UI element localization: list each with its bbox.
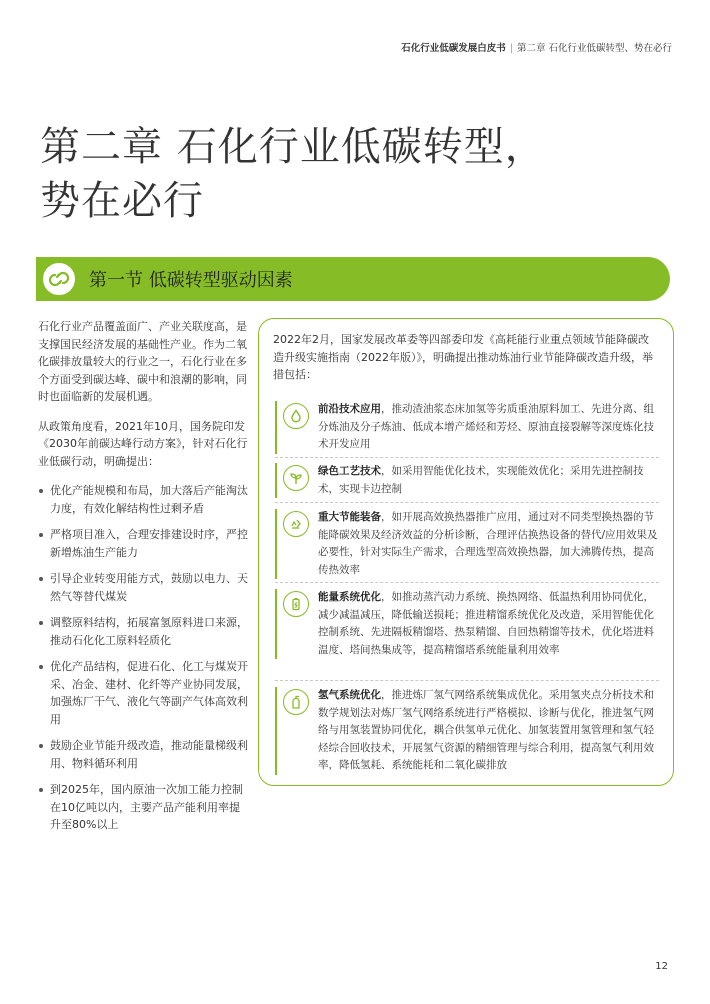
page-number: 12 — [655, 961, 668, 972]
measures-box — [258, 318, 674, 786]
measure-description: ，如采用智能优化技术，实现能效优化；采用先进控制技术，实现卡边控制 — [318, 465, 644, 495]
running-header — [401, 40, 672, 54]
measure-title: 重大节能装备 — [318, 511, 381, 523]
header-chapter-title: 第二章 石化行业低碳转型、势在必行 — [516, 43, 672, 54]
measure-title: 前沿技术应用 — [318, 403, 381, 415]
measure-item-green-process — [275, 463, 665, 498]
header-book-title: 石化行业低碳发展白皮书 — [401, 43, 506, 54]
measure-description: ，如推动蒸汽动力系统、换热网络、低温热利用协同优化，减少减温减压，降低输送损耗；推进精馏系统优化及改造，采用智能优化控制系统、先进隔板精馏塔、热泵精馏、自回热精馏等技术，优化塔进料温度、塔间热集成等，提高精馏塔系统能量利用效率 — [318, 591, 654, 656]
section-title: 第一节 低碳转型驱动因素 — [89, 270, 293, 291]
chapter-title-line-1: 第二章 石化行业低碳转型， — [40, 124, 546, 170]
measure-divider — [275, 457, 659, 458]
recycle-arrows-icon — [41, 261, 77, 297]
measure-item-energy-equipment — [275, 509, 665, 579]
measure-text — [318, 509, 658, 579]
policy-paragraph: 从政策角度看，2021年10月，国务院印发《2030年前碳达峰行动方案》，针对石化行业低碳行动，明确提出： — [38, 419, 248, 468]
measure-item-energy-system — [275, 589, 665, 659]
measure-title: 绿色工艺技术 — [318, 465, 381, 477]
list-item: 优化产品结构，促进石化、化工与煤炭开采、冶金、建材、化纤等产业协同发展，加强炼厂干气、液化气等副产气体高效利用 — [38, 658, 248, 728]
list-item: 引导企业转变用能方式，鼓励以电力、天然气等替代煤炭 — [38, 570, 248, 605]
measure-title: 能量系统优化 — [318, 591, 381, 603]
measure-description: ，推进炼厂氢气网络系统集成优化。采用氢夹点分析技术和数学规划法对炼厂氢气网络系统进行严格模拟、诊断与优化，推进氢气网络与用氢装置协同优化，耦合供氢单元优化、加氢装置用氢管理和氢气轻烃综合回收技术，开展氢气资源的精细管理与综合利用，提高氢气利用效率，降低氢耗、系统能耗和二氧化碳排放 — [318, 689, 654, 771]
intro-paragraph: 石化行业产品覆盖面广、产业关联度高，是支撑国民经济发展的基础性产业。作为二氧化碳排放量较大的行业之一，石化行业在多个方面受到碳达峰、碳中和浪潮的影响，同时也面临新的发展机遇。 — [38, 320, 247, 403]
measure-item-frontier-tech — [275, 401, 665, 454]
section-banner — [36, 257, 670, 301]
list-item: 鼓励企业节能升级改造，推动能量梯级利用、物料循环利用 — [38, 737, 248, 772]
chapter-title-line-2: 势在必行 — [40, 178, 204, 224]
measure-accent-bar — [275, 687, 277, 775]
measure-text — [318, 589, 658, 659]
list-item: 严格项目准入，合理安排建设时序，严控新增炼油生产能力 — [38, 526, 248, 561]
sprout-icon — [283, 465, 309, 491]
chapter-title — [40, 120, 680, 228]
hydrogen-tank-icon — [283, 689, 309, 715]
measure-description: ，如开展高效换热器推广应用，通过对不同类型换热器的节能降碳效果及经济效益的分析诊断，合理评估换热设备的替代/应用效果及必要性，针对实际生产需求，合理选型高效换热器，加大沸腾传热，提高传热效率 — [318, 511, 658, 576]
measure-text — [318, 401, 658, 454]
left-column — [38, 318, 248, 843]
measure-accent-bar — [275, 401, 277, 454]
header-separator: | — [509, 43, 513, 54]
droplet-icon — [283, 403, 309, 429]
measure-accent-bar — [275, 589, 277, 659]
battery-icon — [283, 591, 309, 617]
measure-text — [318, 463, 658, 498]
measure-item-hydrogen-system — [275, 687, 665, 775]
measure-title: 氢气系统优化 — [318, 689, 381, 701]
list-item: 到2025年，国内原油一次加工能力控制在10亿吨以内，主要产品产能利用率提升至80%以上 — [38, 781, 248, 834]
measure-text — [318, 687, 658, 775]
measure-accent-bar — [275, 463, 277, 498]
measure-description: ，推动渣油浆态床加氢等劣质重油原料加工、先进分离、组分炼油及分子炼油、低成本增产烯烃和芳烃、原油直接裂解等深度炼化技术开发应用 — [318, 403, 654, 450]
list-item: 调整原料结构，拓展富氢原料进口来源，推动石化化工原料轻质化 — [38, 614, 248, 649]
measures-intro: 2022年2月，国家发展改革委等四部委印发《高耗能行业重点领域节能降碳改造升级实施指南（2022年版）》，明确提出推动炼油行业节能降碳改造升级，举措包括： — [273, 333, 653, 381]
measure-divider — [275, 680, 659, 681]
measure-divider — [275, 582, 659, 583]
list-item: 优化产能规模和布局，加大落后产能淘汰力度，有效化解结构性过剩矛盾 — [38, 482, 248, 517]
recycle-icon — [283, 511, 309, 537]
policy-bullet-list — [38, 482, 248, 834]
measure-divider — [275, 502, 659, 503]
measure-accent-bar — [275, 509, 277, 579]
